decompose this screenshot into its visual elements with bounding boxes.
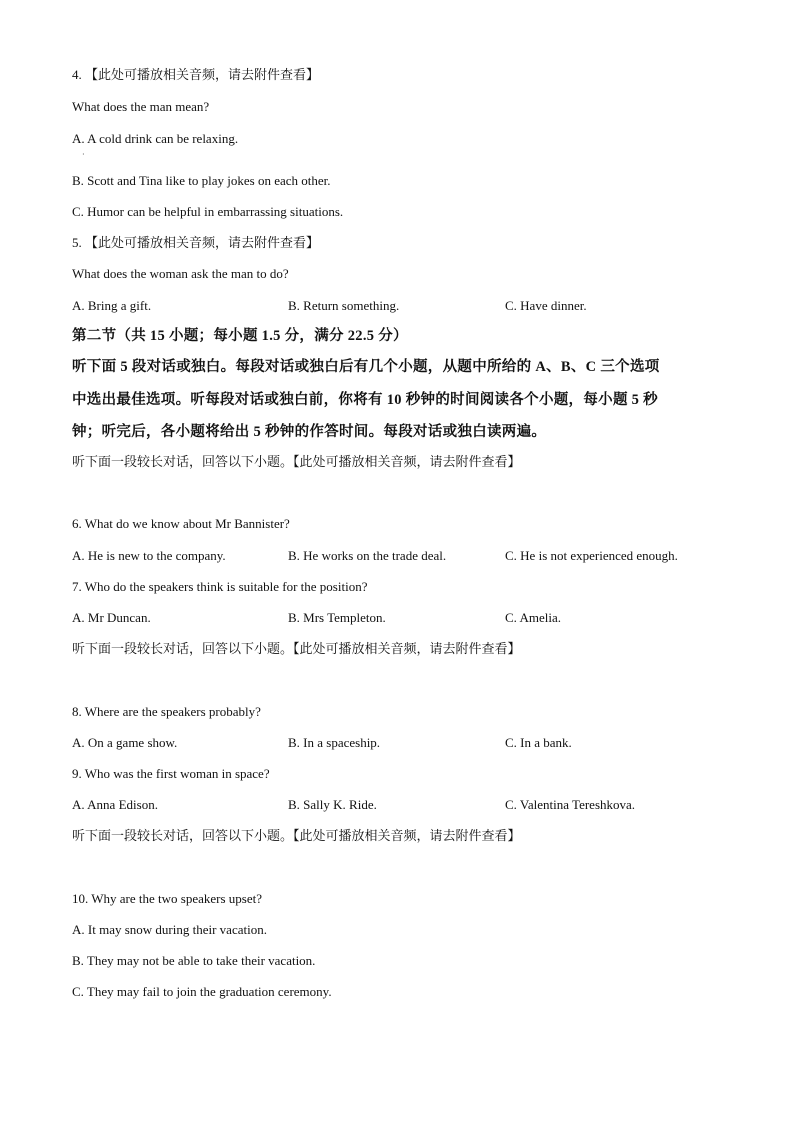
q5-option-b: B. Return something. [288,298,400,313]
section2-instructions-1: 听下面 5 段对话或独白。每段对话或独白后有几个小题，从题中所给的 A、B、C 三个选项 [72,359,660,375]
q8-option-b: B. In a spaceship. [288,735,381,750]
q6-option-c: C. He is not experienced enough. [505,548,678,563]
q5-question: What does the woman ask the man to do? [72,266,289,281]
section2-instructions-3: 钟；听完后，各小题将给出 5 秒钟的作答时间。每段对话或独白读两遍。 [72,424,547,440]
q9-option-b: B. Sally K. Ride. [288,797,377,812]
section2-title: 第二节（共 15 小题；每小题 1.5 分，满分 22.5 分） [72,328,408,344]
section2-instructions-2: 中选出最佳选项。听每段对话或独白前，你将有 10 秒钟的时间阅读各个小题，每小题 5 秒 [72,392,658,408]
q6-option-a: A. He is new to the company. [72,548,226,563]
q8-option-c: C. In a bank. [505,735,572,750]
q9-option-a: A. Anna Edison. [72,797,158,812]
q10-option-a: A. It may snow during their vacation. [72,922,267,937]
q10-question: 10. Why are the two speakers upset? [72,891,263,906]
q8-question: 8. Where are the speakers probably? [72,704,261,719]
stray-dot: · [82,150,85,159]
q4-option-c: C. Humor can be helpful in embarrassing situations. [72,204,344,219]
q5-option-a: A. Bring a gift. [72,298,152,313]
q6-option-b: B. He works on the trade deal. [288,548,447,563]
q4-option-a: A. A cold drink can be relaxing. [72,131,239,146]
q4-question: What does the man mean? [72,99,210,114]
q5-header: 5. 【此处可播放相关音频，请去附件查看】 [72,235,320,250]
dialog2-intro: 听下面一段较长对话，回答以下小题。【此处可播放相关音频，请去附件查看】 [72,641,521,656]
q7-option-a: A. Mr Duncan. [72,610,151,625]
q7-option-b: B. Mrs Templeton. [288,610,386,625]
q7-question: 7. Who do the speakers think is suitable for the position? [72,579,368,594]
q6-question: 6. What do we know about Mr Bannister? [72,516,290,531]
q4-option-b: B. Scott and Tina like to play jokes on each other. [72,173,331,188]
dialog3-intro: 听下面一段较长对话，回答以下小题。【此处可播放相关音频，请去附件查看】 [72,828,521,843]
q9-question: 9. Who was the first woman in space? [72,766,270,781]
q5-option-c: C. Have dinner. [505,298,587,313]
q9-option-c: C. Valentina Tereshkova. [505,797,636,812]
q10-option-c: C. They may fail to join the graduation ceremony. [72,984,332,999]
q8-option-a: A. On a game show. [72,735,178,750]
q10-option-b: B. They may not be able to take their vacation. [72,953,316,968]
q7-option-c: C. Amelia. [505,610,561,625]
dialog1-intro: 听下面一段较长对话，回答以下小题。【此处可播放相关音频，请去附件查看】 [72,454,521,469]
q4-header: 4. 【此处可播放相关音频，请去附件查看】 [72,67,320,82]
